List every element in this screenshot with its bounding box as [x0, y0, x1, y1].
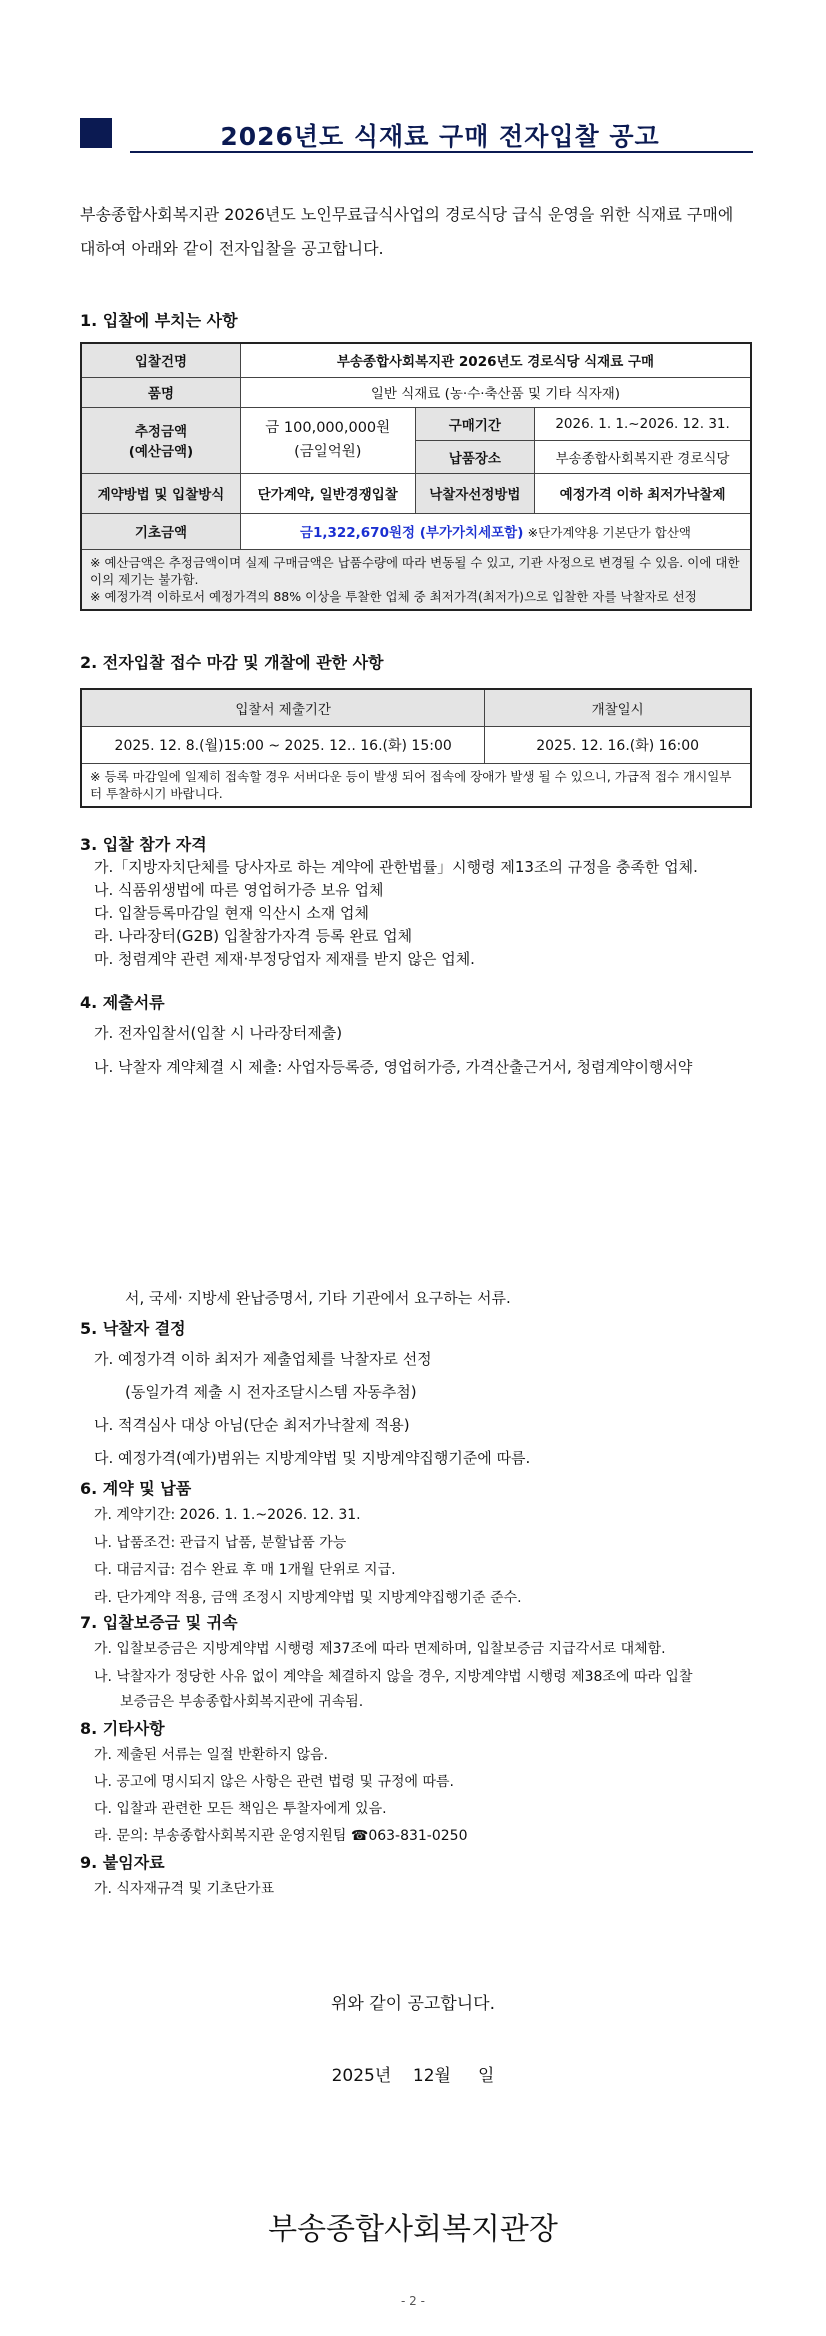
list-item: 다. 대금지급: 검수 완료 후 매 1개월 단위로 지급.: [94, 1562, 396, 1578]
page-number: - 2 -: [401, 2294, 425, 2308]
section-7-heading: 7. 입찰보증금 및 귀속: [80, 1613, 238, 1632]
list-item: 가. 전자입찰서(입찰 시 나라장터제출): [94, 1024, 343, 1042]
list-item: 가. 계약기간: 2026. 1. 1.~2026. 12. 31.: [94, 1507, 361, 1523]
section-3-heading: 3. 입찰 참가 자격: [80, 835, 207, 854]
list-item: 가. 입찰보증금은 지방계약법 시행령 제37조에 따라 면제하며, 입찰보증금 지급각서로 대체함.: [94, 1641, 666, 1657]
amount-words: (금일억원): [294, 444, 362, 460]
table-value: 일반 식재료 (농·수·축산품 및 기타 식자재): [240, 377, 751, 407]
table-value: 부송종합사회복지관 2026년도 경로식당 식재료 구매: [240, 343, 751, 377]
signature-name: 부송종합사회복지관장: [268, 2212, 558, 2247]
list-item: 라. 나라장터(G2B) 입찰참가자격 등록 완료 업체: [94, 927, 413, 945]
list-item-continued: 보증금은 부송종합사회복지관에 귀속됨.: [120, 1694, 364, 1710]
estimated-amount-label: 추정금액: [134, 424, 188, 440]
table-header: 개찰일시: [485, 689, 751, 726]
list-item: 나. 식품위생법에 따른 영업허가증 보유 업체: [94, 881, 384, 899]
list-item: 가. 식자재규격 및 기초단가표: [94, 1881, 275, 1897]
budget-amount-label: (예산금액): [128, 444, 194, 460]
title-underline: [130, 151, 753, 153]
list-item: 다. 예정가격(예가)범위는 지방계약법 및 지방계약집행기준에 따름.: [94, 1449, 531, 1467]
bid-schedule-table: [80, 688, 752, 808]
list-item-continued: 서, 국세· 지방세 완납증명서, 기타 기관에서 요구하는 서류.: [125, 1289, 511, 1307]
list-item: 가. 제출된 서류는 일절 반환하지 않음.: [94, 1747, 329, 1763]
table-label: 입찰건명: [81, 343, 240, 377]
list-item: 나. 공고에 명시되지 않은 사항은 관련 법령 및 규정에 따름.: [94, 1774, 455, 1790]
table-label: 납품장소: [415, 440, 535, 473]
section-5-heading: 5. 낙찰자 결정: [80, 1319, 186, 1338]
title-marker: [80, 118, 112, 148]
list-item: 나. 낙찰자가 정당한 사유 없이 계약을 체결하지 않을 경우, 지방계약법 시행령 제38조에 따라 입찰: [94, 1669, 693, 1685]
table-value: 부송종합사회복지관 경로식당: [535, 440, 751, 473]
list-item: 라. 문의: 부송종합사회복지관 운영지원팀 ☎063-831-0250: [94, 1828, 468, 1844]
table-label: 구매기간: [415, 407, 535, 440]
section-8-heading: 8. 기타사항: [80, 1719, 165, 1738]
section-2-heading: 2. 전자입찰 접수 마감 및 개찰에 관한 사항: [80, 653, 384, 672]
table-notes: [81, 549, 751, 610]
list-item: 나. 납품조건: 관급지 납품, 분할납품 가능: [94, 1535, 347, 1551]
section-4-heading: 4. 제출서류: [80, 993, 165, 1012]
table-header: 입찰서 제출기간: [81, 689, 485, 726]
list-item: 나. 낙찰자 계약체결 시 제출: 사업자등록증, 영업허가증, 가격산출근거서, 청렴계약이행서약: [94, 1058, 693, 1076]
table-value: 단가계약, 일반경쟁입찰: [240, 473, 415, 513]
table-label: 계약방법 및 입찰방식: [81, 473, 240, 513]
table-value: 2025. 12. 8.(월)15:00 ~ 2025. 12.. 16.(화) 15:00: [81, 726, 485, 763]
list-item: 다. 입찰과 관련한 모든 책임은 투찰자에게 있음.: [94, 1801, 387, 1817]
amount-value: 금 100,000,000원: [265, 420, 391, 436]
list-item: 마. 청렴계약 관련 제재·부정당업자 제재를 받지 않은 업체.: [94, 950, 475, 968]
list-item-continued: (동일가격 제출 시 전자조달시스템 자동추첨): [125, 1383, 417, 1401]
table-value: [240, 513, 751, 549]
base-amount: 금1,322,670원정 (부가가치세포함): [299, 525, 524, 541]
table-notes: ※ 등록 마감일에 일제히 접속할 경우 서버다운 등이 발생 되어 접속에 장애가 발생 될 수 있으니, 가급적 접수 개시일부터 투찰하시기 바랍니다.: [81, 763, 751, 807]
table-label: 품명: [81, 377, 240, 407]
table-label: 기초금액: [81, 513, 240, 549]
intro-paragraph: 부송종합사회복지관 2026년도 노인무료급식사업의 경로식당 급식 운영을 위한 식재료 구매에 대하여 아래와 같이 전자입찰을 공고합니다.: [80, 205, 734, 258]
section-6-heading: 6. 계약 및 납품: [80, 1479, 192, 1498]
page-title: 2026년도 식재료 구매 전자입찰 공고: [220, 122, 660, 151]
closing-statement: 위와 같이 공고합니다.: [330, 1994, 495, 2014]
list-item: 다. 입찰등록마감일 현재 익산시 소재 업체: [94, 904, 369, 922]
table-value: 2025. 12. 16.(화) 16:00: [485, 726, 751, 763]
list-item: 가. 예정가격 이하 최저가 제출업체를 낙찰자로 선정: [94, 1350, 432, 1368]
table-value: [240, 407, 415, 473]
list-item: 라. 단가계약 적용, 금액 조정시 지방계약법 및 지방계약집행기준 준수.: [94, 1590, 522, 1606]
table-label: [81, 407, 240, 473]
section-1-heading: 1. 입찰에 부치는 사항: [80, 311, 238, 330]
table-value: 예정가격 이하 최저가낙찰제: [535, 473, 751, 513]
list-item: 나. 적격심사 대상 아님(단순 최저가낙찰제 적용): [94, 1416, 410, 1434]
note-line: ※ 예산금액은 추정금액이며 실제 구매금액은 납품수량에 따라 변동될 수 있고, 기관 사정으로 변경될 수 있음. 이에 대한 이의 제기는 불가함.: [90, 554, 740, 587]
notice-date: 2025년 12월 일: [331, 2066, 495, 2086]
section-9-heading: 9. 붙임자료: [80, 1853, 165, 1872]
table-label: 낙찰자선정방법: [415, 473, 535, 513]
note-line: ※ 예정가격 이하로서 예정가격의 88% 이상을 투찰한 업체 중 최저가격(최저가)으로 입찰한 자를 낙찰자로 선정: [90, 588, 697, 604]
base-amount-note: ※단가계약용 기본단가 합산액: [527, 525, 691, 540]
list-item: 가.「지방자치단체를 당사자로 하는 계약에 관한법률」시행령 제13조의 규정을 충족한 업체.: [94, 858, 698, 876]
table-value: 2026. 1. 1.~2026. 12. 31.: [535, 407, 751, 440]
bid-items-table: [80, 342, 752, 611]
